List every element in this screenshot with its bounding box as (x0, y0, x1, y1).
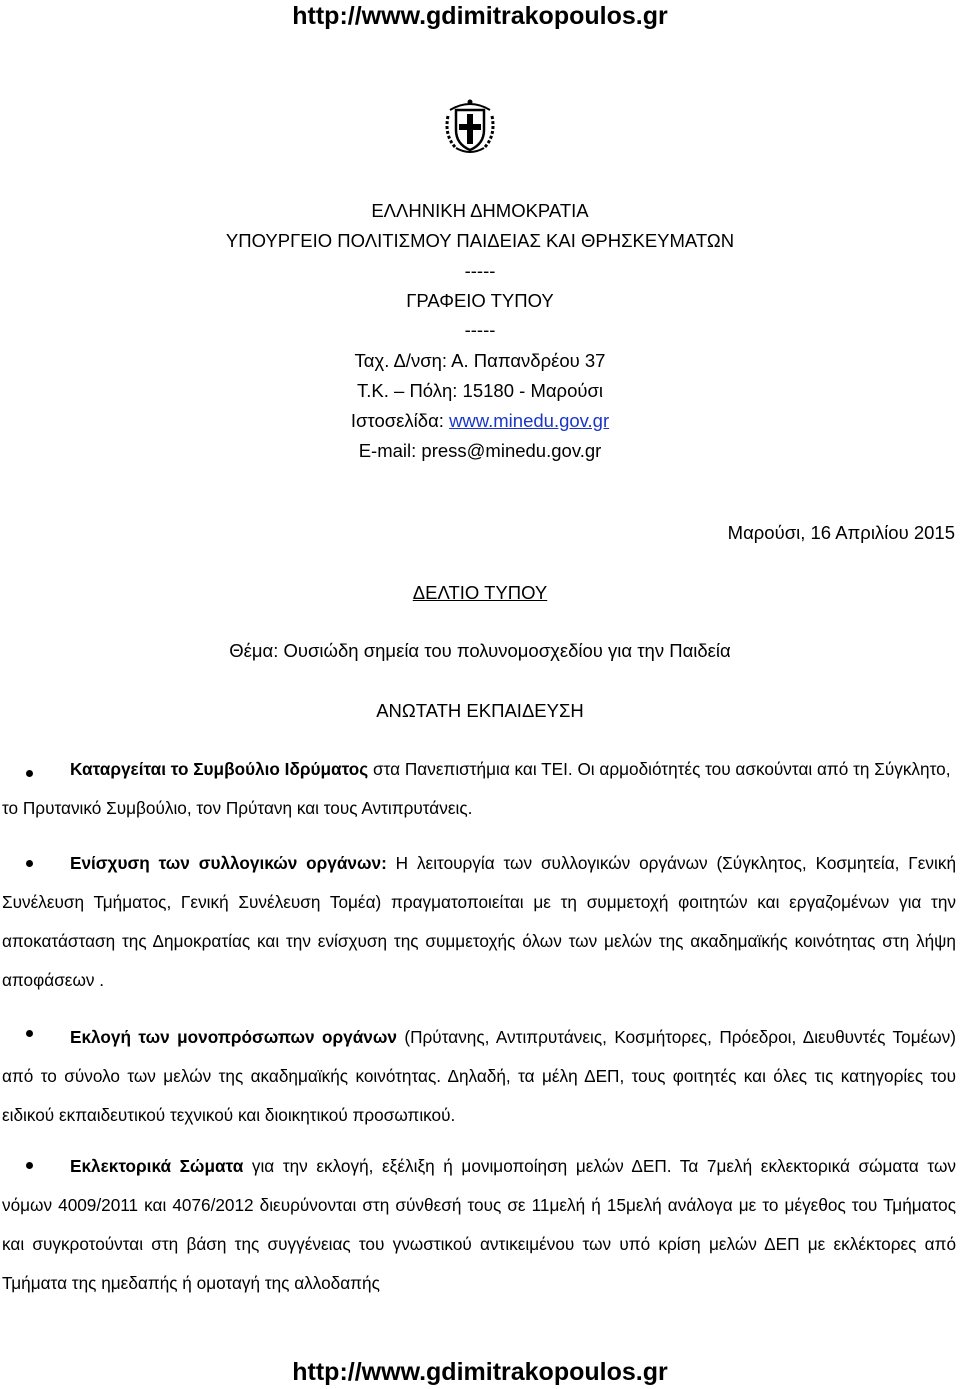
org-name: ΕΛΛΗΝΙΚΗ ΔΗΜΟΚΡΑΤΙΑ (371, 200, 589, 221)
postal-city: Τ.Κ. – Πόλη: 15180 - Μαρούσι (356, 380, 604, 401)
list-item (2, 844, 956, 1000)
press-release-title: ΔΕΛΤΙΟ ΤΥΠΟΥ (412, 582, 548, 603)
list-item (2, 1018, 956, 1135)
bullet-lead: Εκλεκτορικά Σώματα (70, 1156, 244, 1176)
website-header: http://www.gdimitrakopoulos.gr (292, 2, 668, 30)
separator-line: ----- (464, 319, 496, 340)
website-footer: http://www.gdimitrakopoulos.gr (292, 1358, 668, 1386)
office-name: ΓΡΑΦΕΙΟ ΤΥΠΟΥ (406, 290, 554, 311)
bullet-lead: Εκλογή των μονοπρόσωπων οργάνων (70, 1027, 397, 1047)
separator-line: ----- (464, 260, 496, 281)
ministry-name: ΥΠΟΥΡΓΕΙΟ ΠΟΛΙΤΙΣΜΟΥ ΠΑΙΔΕΙΑΣ ΚΑΙ ΘΡΗΣΚΕΥΜΑΤΩΝ (225, 230, 735, 251)
postal-address: Ταχ. Δ/νση: Α. Παπανδρέου 37 (354, 350, 606, 371)
greek-coat-of-arms-icon (442, 96, 498, 156)
contact-email: E-mail: press@minedu.gov.gr (358, 440, 602, 461)
release-date: Μαρούσι, 16 Απριλίου 2015 (727, 522, 955, 543)
bullet-text: (Πρύτανης, Αντιπρυτάνεις, Κοσμήτορες, Πρόεδροι, Διευθυντές Τομέων) από το σύνολο των μελών της ακαδημαϊκής κοινότητας. Δηλαδή, τα μέλη ΔΕΠ, τους φοιτητές και όλες τις κατηγορίες του ειδικού εκπαιδευτικού τεχνικού και διοικητικού προσωπικού. (2, 1027, 956, 1125)
bullet-lead: Καταργείται το Συμβούλιο Ιδρύματος (70, 759, 369, 779)
list-item (2, 1147, 956, 1303)
bullet-text: για την εκλογή, εξέλιξη ή μονιμοποίηση μελών ΔΕΠ. Τα 7μελή εκλεκτορικά σώματα των νόμων 4009/2011 και 4076/2012 διευρύνονται στη σύνθεσή τους σε 11μελή ή 15μελή ανάλογα με το μέγεθος του Τμήματος και συγκροτούνται στη βάση της συγγένειας του γνωστικού αντικειμένου των υπό κρίση μελών ΔΕΠ με εκλέκτορες από Τμήματα της ημεδαπής ή ομοταγή της αλλοδαπής (2, 1156, 956, 1293)
subject-line: Θέμα: Ουσιώδη σημεία του πολυνομοσχεδίου για την Παιδεία (229, 640, 731, 661)
list-item (2, 750, 956, 828)
bullet-text: Η λειτουργία των συλλογικών οργάνων (Σύγκλητος, Κοσμητεία, Γενική Συνέλευση Τμήματος, Γενική Συνέλευση Τομέα) πραγματοποιείται με τη συμμετοχή φοιτητών και εργαζομένων για την αποκατάσταση της Δημοκρατίας και την ενίσχυση της συμμετοχής όλων των μελών της ακαδημαϊκής κοινότητας στη λήψη αποφάσεων . (2, 853, 956, 990)
website-line (0, 409, 960, 433)
bullet-text: στα Πανεπιστήμια και ΤΕΙ. Οι αρμοδιότητές του ασκούνται από τη Σύγκλητο, το Πρυτανικό Συμβούλιο, τον Πρύτανη και τους Αντιπρυτάνεις. (2, 759, 951, 818)
ministry-website-link[interactable]: www.minedu.gov.gr (449, 410, 610, 431)
website-label: Ιστοσελίδα: (350, 410, 450, 431)
bullet-lead: Ενίσχυση των συλλογικών οργάνων: (70, 853, 387, 873)
section-heading: ΑΝΩΤΑΤΗ ΕΚΠΑΙΔΕΥΣΗ (376, 700, 584, 721)
